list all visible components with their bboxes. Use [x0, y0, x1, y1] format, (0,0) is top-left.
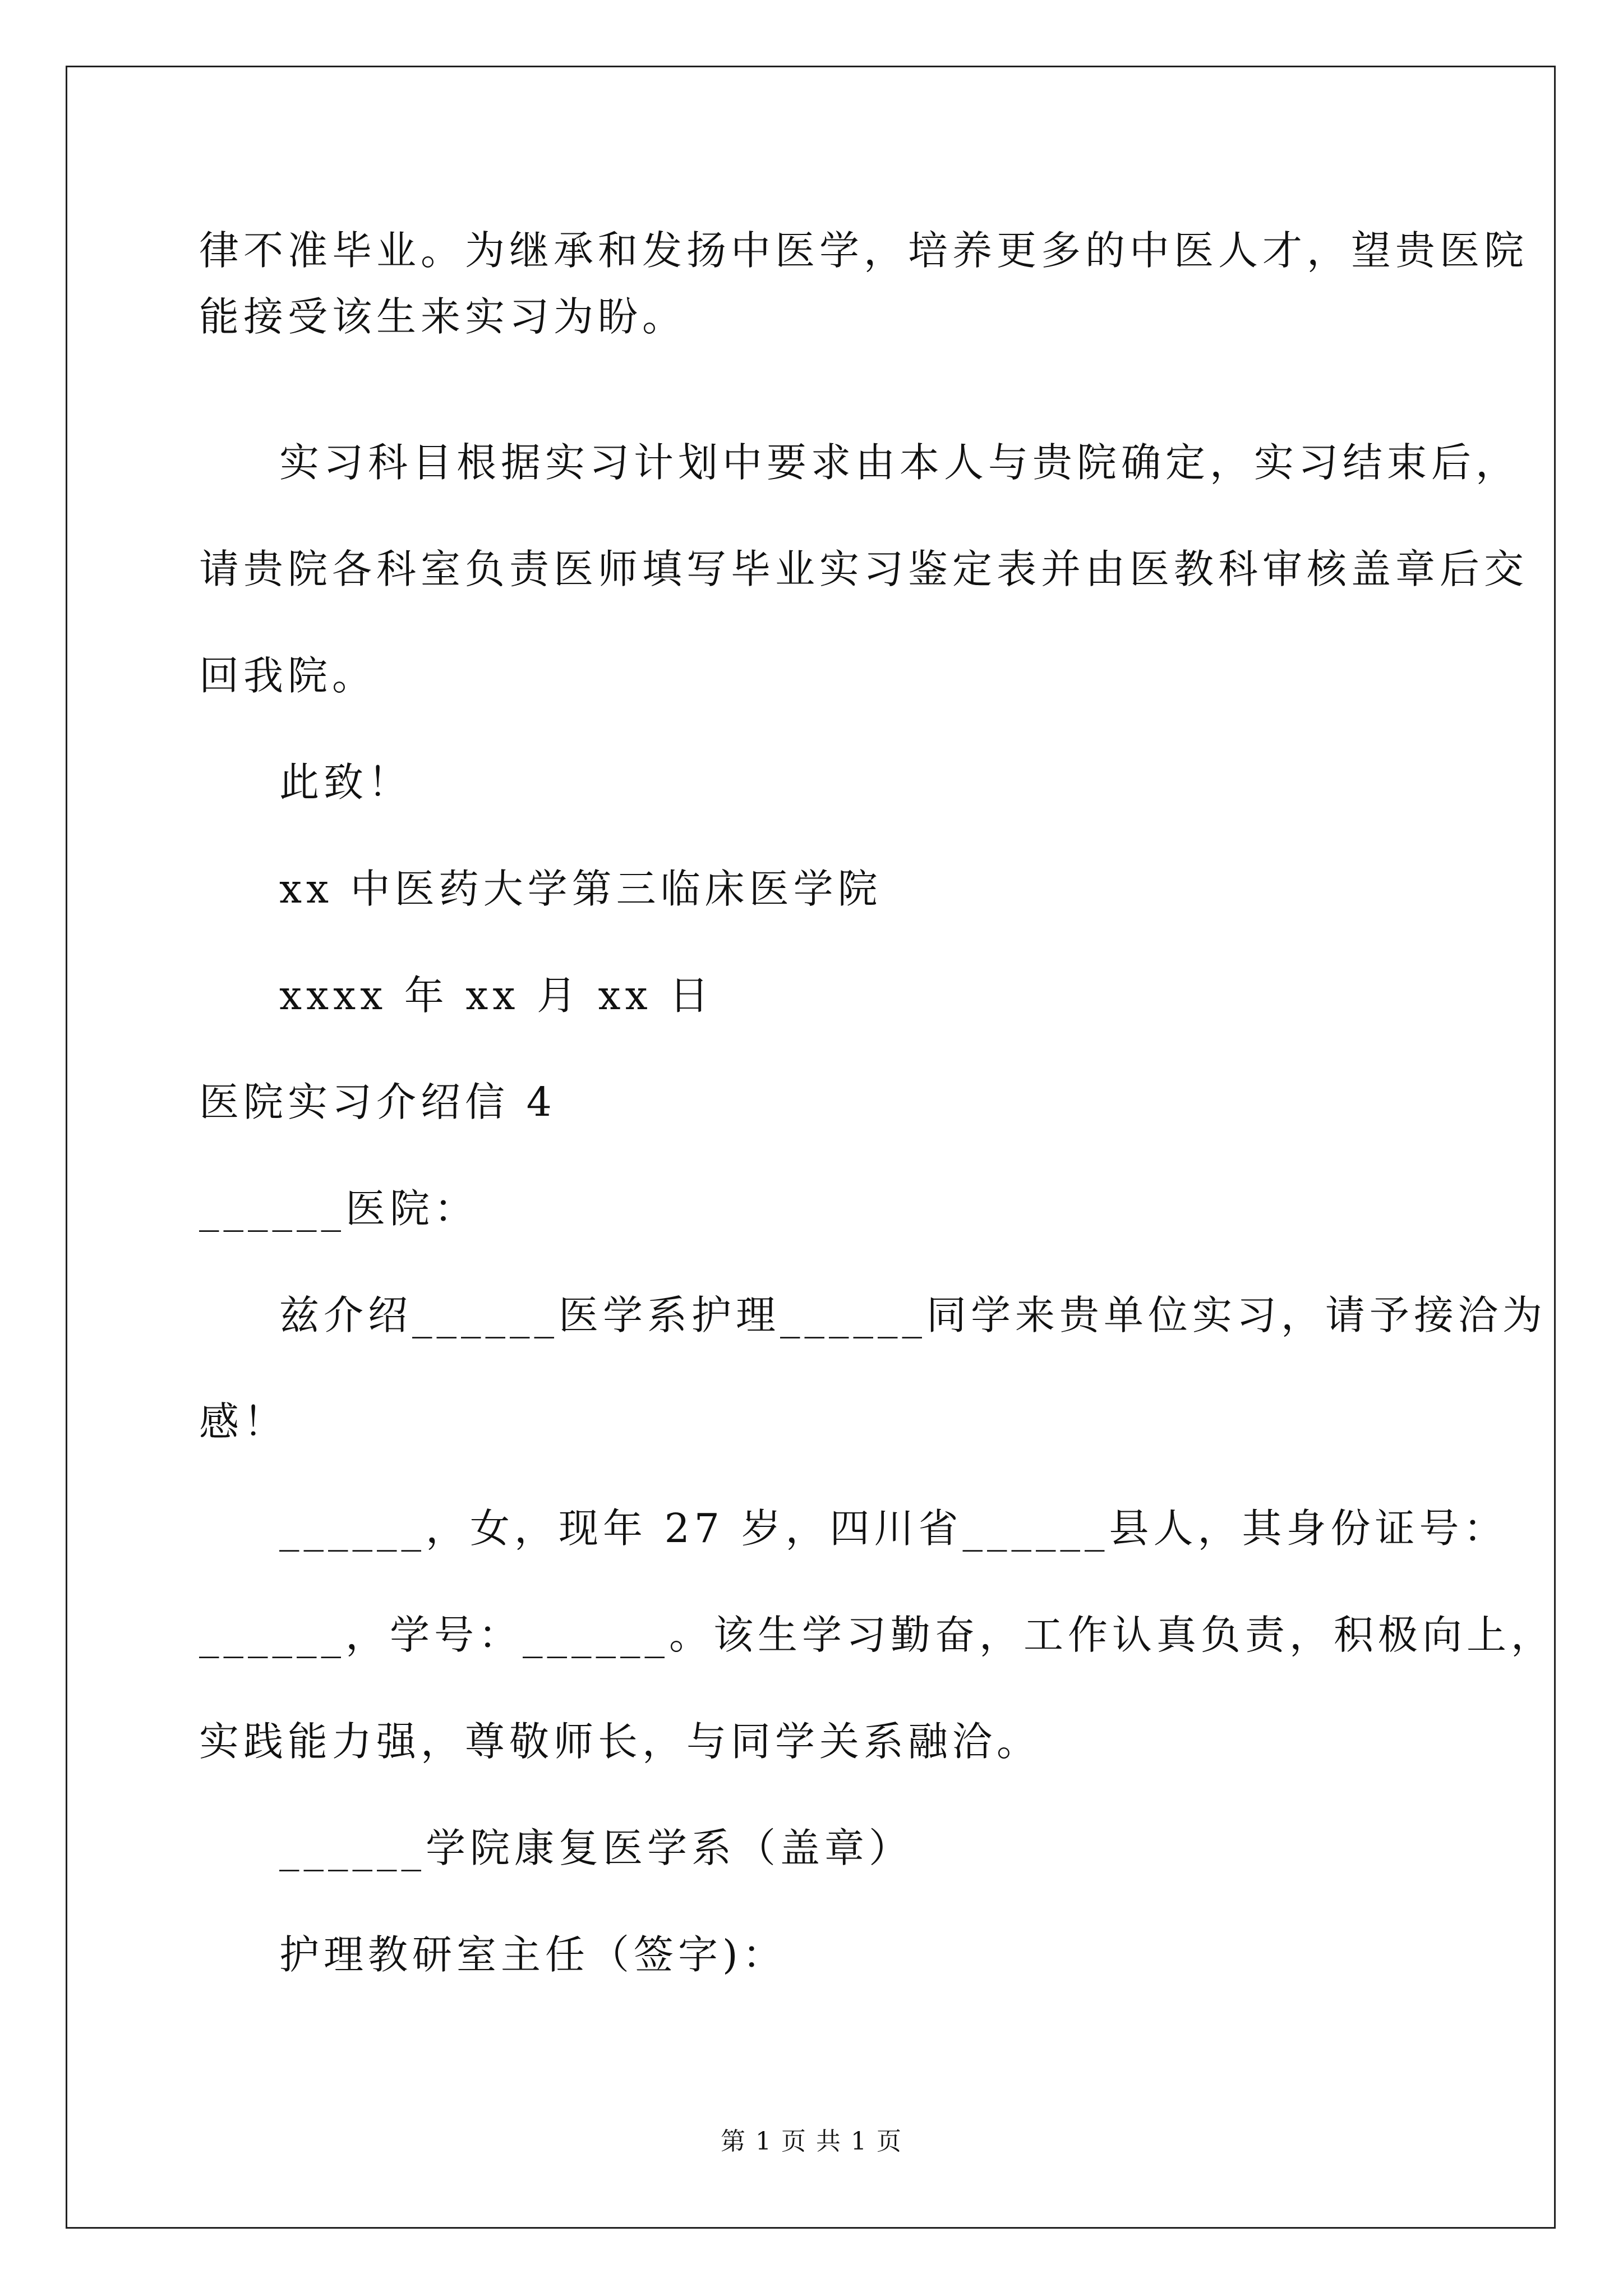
text-line-2: 能接受该生来实习为盼。 [199, 293, 687, 340]
letter-date: xxxx 年 xx 月 xx 日 [279, 972, 714, 1019]
sender-institution: xx 中医药大学第三临床医学院 [279, 866, 882, 912]
text-line-11: 兹介绍______医学系护理______同学来贵单位实习，请予接洽为 [279, 1292, 1547, 1338]
department-seal-line: ______学院康复医学系（盖章） [279, 1825, 914, 1871]
text-line-1: 律不准毕业。为继承和发扬中医学，培养更多的中医人才，望贵医院 [199, 227, 1529, 274]
text-line-15: 实践能力强，尊敬师长，与同学关系融洽。 [199, 1718, 1041, 1765]
text-line-12: 感！ [199, 1398, 288, 1445]
section-title: 医院实习介绍信 4 [199, 1079, 556, 1125]
text-line-5: 回我院。 [199, 652, 377, 699]
page-border [66, 66, 1556, 2229]
text-line-4: 请贵院各科室负责医师填写毕业实习鉴定表并由医教科审核盖章后交 [199, 546, 1529, 592]
text-line-3: 实习科目根据实习计划中要求由本人与贵院确定，实习结束后， [279, 439, 1520, 486]
text-line-14: ______，学号：______。该生学习勤奋，工作认真负责，积极向上， [199, 1612, 1556, 1658]
closing-salutation: 此致！ [279, 759, 413, 806]
director-signature-line: 护理教研室主任（签字)： [279, 1931, 787, 1978]
recipient-line: ______医院： [199, 1185, 479, 1232]
text-line-13: ______，女，现年 27 岁，四川省______县人，其身份证号： [279, 1505, 1508, 1552]
page-footer: 第 1 页 共 1 页 [721, 2127, 902, 2156]
